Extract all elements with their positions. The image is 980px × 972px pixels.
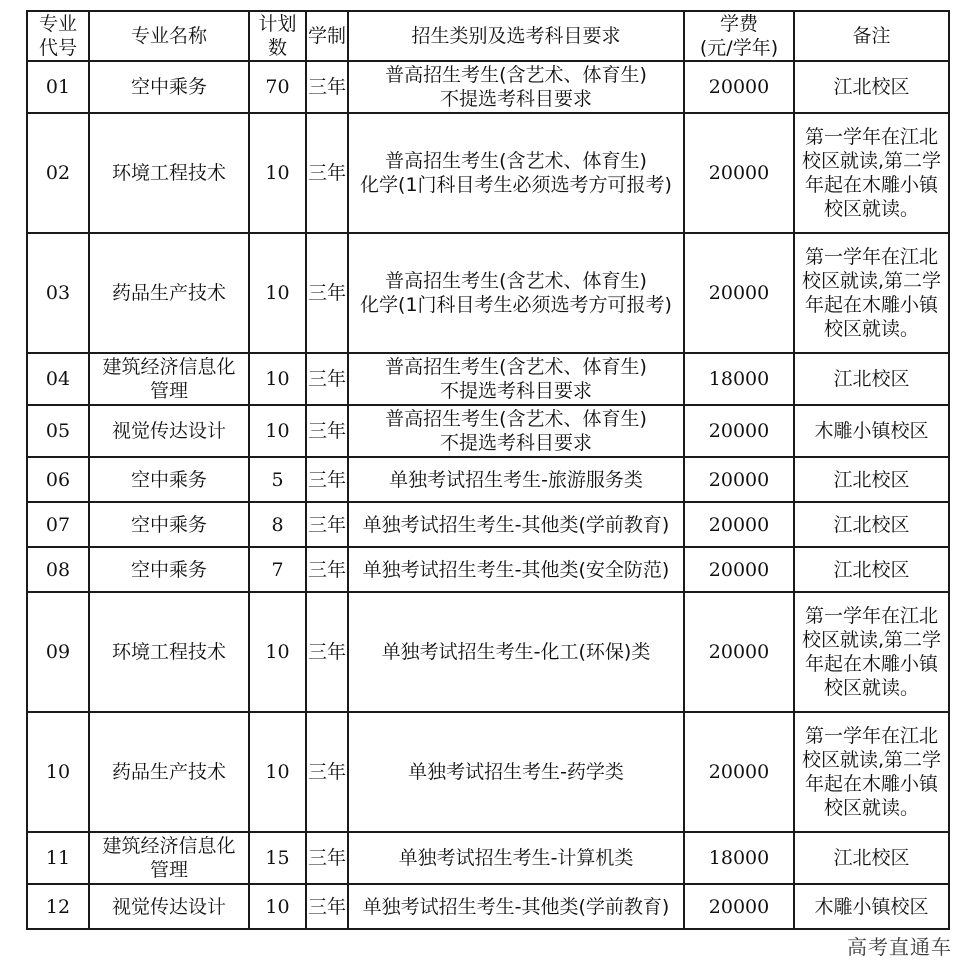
cell-plan: 10 — [249, 113, 306, 233]
cell-category: 单独考试招生考生-计算机类 — [348, 832, 684, 884]
cell-note: 第一学年在江北校区就读,第二学年起在木雕小镇校区就读。 — [794, 712, 949, 832]
cell-fee: 18000 — [684, 353, 794, 405]
cell-duration: 三年 — [306, 233, 348, 353]
cell-note: 木雕小镇校区 — [794, 884, 949, 929]
cell-name: 药品生产技术 — [89, 712, 249, 832]
header-fee: 学费 (元/学年) — [684, 11, 794, 61]
cell-duration: 三年 — [306, 457, 348, 502]
cell-fee: 18000 — [684, 832, 794, 884]
cell-name: 建筑经济信息化 管理 — [89, 353, 249, 405]
cell-fee: 20000 — [684, 405, 794, 457]
cell-category: 单独考试招生考生-化工(环保)类 — [348, 592, 684, 712]
cell-name: 视觉传达设计 — [89, 884, 249, 929]
cell-fee: 20000 — [684, 113, 794, 233]
header-code: 专业 代号 — [27, 11, 89, 61]
cell-plan: 15 — [249, 832, 306, 884]
cell-code: 12 — [27, 884, 89, 929]
cell-note: 江北校区 — [794, 502, 949, 547]
table-row — [27, 405, 949, 457]
cell-category: 普高招生考生(含艺术、体育生) 不提选考科目要求 — [348, 353, 684, 405]
cell-code: 03 — [27, 233, 89, 353]
cell-name: 空中乘务 — [89, 547, 249, 592]
cell-category: 普高招生考生(含艺术、体育生) 不提选考科目要求 — [348, 61, 684, 113]
cell-category: 单独考试招生考生-其他类(学前教育) — [348, 884, 684, 929]
watermark: 高考直通车 — [847, 935, 952, 959]
cell-name: 建筑经济信息化 管理 — [89, 832, 249, 884]
table-row — [27, 61, 949, 113]
cell-duration: 三年 — [306, 884, 348, 929]
header-row — [27, 11, 949, 61]
cell-note: 木雕小镇校区 — [794, 405, 949, 457]
cell-duration: 三年 — [306, 405, 348, 457]
cell-fee: 20000 — [684, 457, 794, 502]
table-row — [27, 884, 949, 929]
cell-plan: 10 — [249, 233, 306, 353]
cell-note: 江北校区 — [794, 547, 949, 592]
cell-note: 江北校区 — [794, 353, 949, 405]
cell-code: 06 — [27, 457, 89, 502]
cell-fee: 20000 — [684, 884, 794, 929]
cell-plan: 8 — [249, 502, 306, 547]
cell-plan: 10 — [249, 405, 306, 457]
cell-name: 空中乘务 — [89, 61, 249, 113]
header-plan: 计划 数 — [249, 11, 306, 61]
header-duration: 学制 — [306, 11, 348, 61]
cell-duration: 三年 — [306, 502, 348, 547]
cell-category: 单独考试招生考生-旅游服务类 — [348, 457, 684, 502]
cell-note: 江北校区 — [794, 61, 949, 113]
cell-code: 09 — [27, 592, 89, 712]
cell-category: 普高招生考生(含艺术、体育生) 化学(1门科目考生必须选考方可报考) — [348, 233, 684, 353]
cell-category: 单独考试招生考生-其他类(安全防范) — [348, 547, 684, 592]
cell-duration: 三年 — [306, 547, 348, 592]
cell-name: 空中乘务 — [89, 457, 249, 502]
table-row — [27, 457, 949, 502]
cell-name: 环境工程技术 — [89, 592, 249, 712]
cell-fee: 20000 — [684, 712, 794, 832]
cell-plan: 10 — [249, 884, 306, 929]
cell-category: 普高招生考生(含艺术、体育生) 不提选考科目要求 — [348, 405, 684, 457]
cell-note: 第一学年在江北校区就读,第二学年起在木雕小镇校区就读。 — [794, 592, 949, 712]
cell-category: 单独考试招生考生-药学类 — [348, 712, 684, 832]
admissions-table — [26, 10, 950, 930]
cell-fee: 20000 — [684, 592, 794, 712]
cell-name: 药品生产技术 — [89, 233, 249, 353]
cell-note: 江北校区 — [794, 457, 949, 502]
cell-name: 环境工程技术 — [89, 113, 249, 233]
cell-plan: 10 — [249, 592, 306, 712]
cell-code: 10 — [27, 712, 89, 832]
cell-duration: 三年 — [306, 113, 348, 233]
table-row — [27, 353, 949, 405]
cell-fee: 20000 — [684, 233, 794, 353]
cell-plan: 10 — [249, 712, 306, 832]
cell-duration: 三年 — [306, 61, 348, 113]
cell-code: 04 — [27, 353, 89, 405]
table-row — [27, 712, 949, 832]
table-row — [27, 113, 949, 233]
cell-note: 江北校区 — [794, 832, 949, 884]
table-row — [27, 592, 949, 712]
table-row — [27, 502, 949, 547]
cell-plan: 70 — [249, 61, 306, 113]
header-name: 专业名称 — [89, 11, 249, 61]
cell-code: 11 — [27, 832, 89, 884]
cell-note: 第一学年在江北校区就读,第二学年起在木雕小镇校区就读。 — [794, 233, 949, 353]
table-row — [27, 233, 949, 353]
header-note: 备注 — [794, 11, 949, 61]
cell-code: 05 — [27, 405, 89, 457]
cell-code: 01 — [27, 61, 89, 113]
cell-note: 第一学年在江北校区就读,第二学年起在木雕小镇校区就读。 — [794, 113, 949, 233]
cell-code: 02 — [27, 113, 89, 233]
cell-fee: 20000 — [684, 61, 794, 113]
header-category: 招生类别及选考科目要求 — [348, 11, 684, 61]
table-row — [27, 547, 949, 592]
cell-name: 视觉传达设计 — [89, 405, 249, 457]
cell-fee: 20000 — [684, 547, 794, 592]
cell-duration: 三年 — [306, 353, 348, 405]
cell-code: 08 — [27, 547, 89, 592]
cell-plan: 10 — [249, 353, 306, 405]
cell-duration: 三年 — [306, 592, 348, 712]
cell-name: 空中乘务 — [89, 502, 249, 547]
cell-duration: 三年 — [306, 712, 348, 832]
cell-category: 普高招生考生(含艺术、体育生) 化学(1门科目考生必须选考方可报考) — [348, 113, 684, 233]
cell-code: 07 — [27, 502, 89, 547]
cell-plan: 7 — [249, 547, 306, 592]
cell-category: 单独考试招生考生-其他类(学前教育) — [348, 502, 684, 547]
cell-duration: 三年 — [306, 832, 348, 884]
cell-fee: 20000 — [684, 502, 794, 547]
table-row — [27, 832, 949, 884]
cell-plan: 5 — [249, 457, 306, 502]
